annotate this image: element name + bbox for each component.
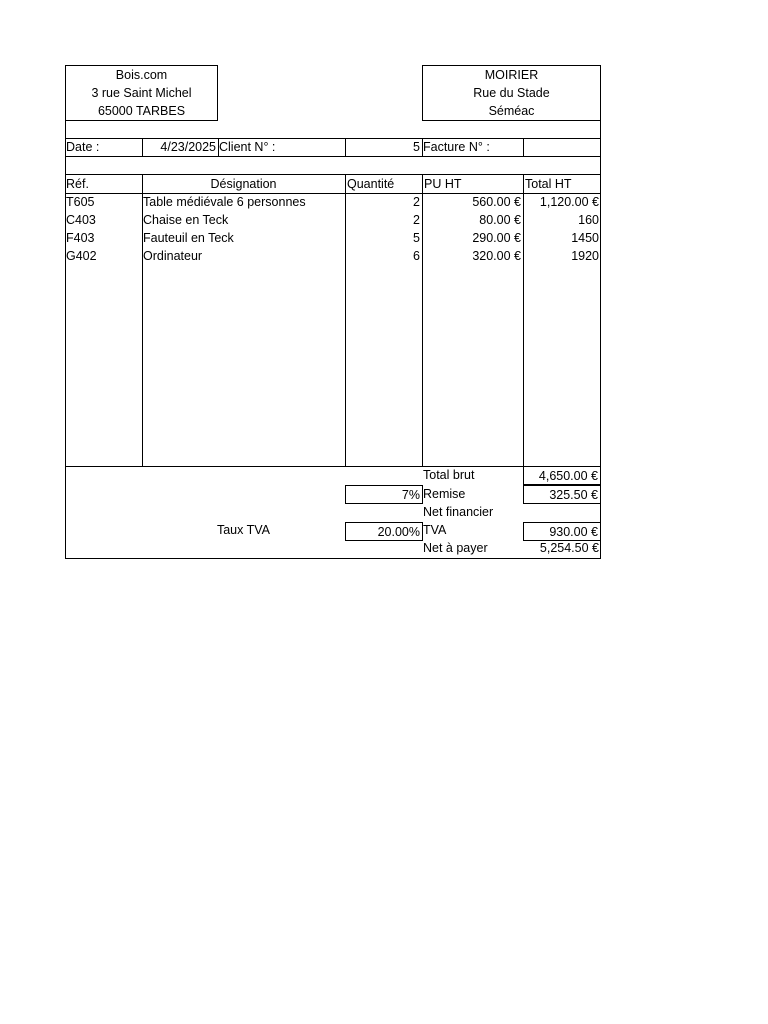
seller-street: 3 rue Saint Michel: [91, 86, 192, 100]
row-designation: Chaise en Teck: [143, 213, 229, 227]
row-total: 1920: [571, 249, 599, 263]
row-quantity: 2: [413, 213, 420, 227]
row-designation: Ordinateur: [143, 249, 203, 263]
row-ref: F403: [66, 231, 95, 245]
date-value: 4/23/2025: [160, 140, 216, 154]
seller-address-box: [65, 65, 218, 121]
invoice-number-value: [523, 138, 601, 156]
seller-city: 65000 TARBES: [97, 104, 186, 118]
row-ref: C403: [66, 213, 96, 227]
row-quantity: 2: [413, 195, 420, 209]
row-unit-price: 290.00 €: [472, 231, 521, 245]
row-quantity: 5: [413, 231, 420, 245]
row-unit-price: 80.00 €: [479, 213, 521, 227]
header-unit-price: PU HT: [424, 177, 462, 191]
total-brut-label: Total brut: [423, 468, 475, 482]
row-designation: Fauteuil en Teck: [143, 231, 234, 245]
client-city: Séméac: [488, 104, 535, 118]
client-name: MOIRIER: [484, 68, 539, 82]
header-designation: Désignation: [210, 177, 277, 191]
remise-value: 325.50 €: [523, 485, 601, 504]
taux-tva-value: 20.00%: [345, 522, 423, 541]
row-unit-price: 320.00 €: [472, 249, 521, 263]
tva-value: 930.00 €: [523, 522, 601, 541]
row-unit-price: 560.00 €: [472, 195, 521, 209]
row-total: 1,120.00 €: [539, 195, 599, 209]
row-quantity: 6: [413, 249, 420, 263]
row-ref: G402: [66, 249, 97, 263]
row-designation: Table médiévale 6 personnes: [143, 195, 306, 209]
taux-tva-label: Taux TVA: [216, 523, 271, 537]
row-total: 1450: [571, 231, 599, 245]
header-quantity: Quantité: [347, 177, 395, 191]
net-a-payer-label: Net à payer: [423, 541, 488, 555]
total-brut-value: 4,650.00 €: [523, 466, 601, 485]
client-address-box: [422, 65, 601, 121]
net-a-payer-value: 5,254.50 €: [539, 541, 599, 555]
invoice-number-label: Facture N° :: [423, 140, 490, 154]
date-label: Date :: [66, 140, 100, 154]
remise-label: Remise: [423, 487, 466, 501]
tva-label: TVA: [423, 523, 447, 537]
row-ref: T605: [66, 195, 95, 209]
net-financier-label: Net financier: [423, 505, 494, 519]
client-street: Rue du Stade: [473, 86, 550, 100]
net-financier-value: [523, 503, 601, 521]
row-total: 160: [578, 213, 599, 227]
remise-rate: 7%: [345, 485, 423, 504]
seller-name: Bois.com: [115, 68, 168, 82]
client-number-value: 5: [413, 140, 420, 154]
client-number-label: Client N° :: [219, 140, 276, 154]
header-ref: Réf.: [66, 177, 89, 191]
header-total: Total HT: [525, 177, 572, 191]
